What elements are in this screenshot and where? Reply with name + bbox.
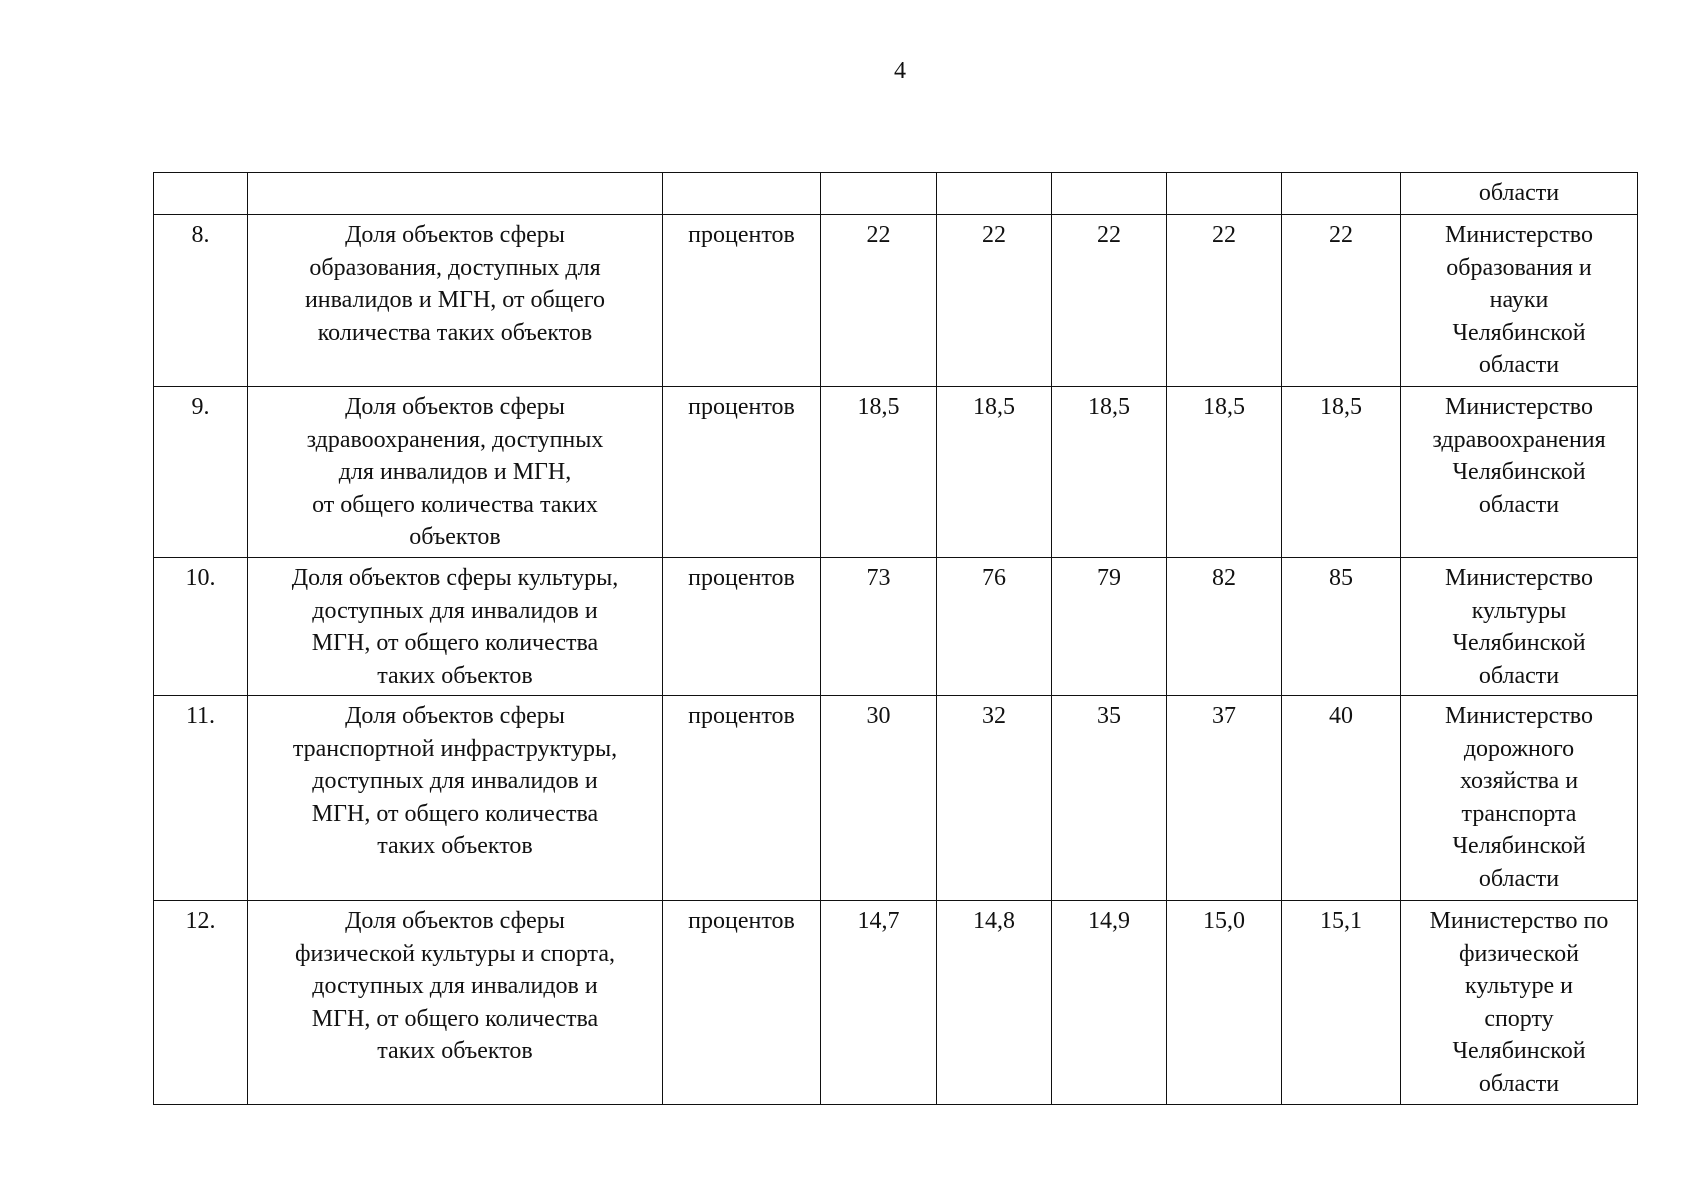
value-cell xyxy=(937,901,1052,1105)
value-4: 22 xyxy=(1212,222,1236,248)
unit: процентов xyxy=(688,565,795,591)
value-cell xyxy=(821,173,937,215)
table-row xyxy=(154,558,1638,696)
organization: Министерство здравоохранения Челябинской области xyxy=(1432,394,1606,518)
value-cell xyxy=(1282,901,1401,1105)
value-cell xyxy=(1052,696,1167,901)
organization-cell xyxy=(1401,215,1638,387)
value-cell xyxy=(821,558,937,696)
value-cell xyxy=(1282,387,1401,558)
value-cell xyxy=(1052,387,1167,558)
table-row xyxy=(154,696,1638,901)
table-row xyxy=(154,173,1638,215)
indicator-name-cell xyxy=(248,173,663,215)
value-2: 18,5 xyxy=(973,394,1015,420)
value-cell xyxy=(1167,696,1282,901)
value-cell xyxy=(937,558,1052,696)
value-cell xyxy=(1167,558,1282,696)
value-1: 22 xyxy=(866,222,891,248)
value-cell xyxy=(821,696,937,901)
value-3: 22 xyxy=(1097,222,1121,248)
row-number-cell xyxy=(154,901,248,1105)
organization-cell xyxy=(1401,696,1638,901)
row-number-cell xyxy=(154,173,248,215)
value-cell xyxy=(1052,901,1167,1105)
unit: процентов xyxy=(688,703,795,729)
unit: процентов xyxy=(688,908,795,934)
unit-cell xyxy=(663,173,821,215)
unit-cell xyxy=(663,215,821,387)
value-2: 32 xyxy=(982,703,1006,729)
value-3: 79 xyxy=(1097,565,1121,591)
row-number-cell xyxy=(154,387,248,558)
value-4: 18,5 xyxy=(1203,394,1245,420)
value-cell xyxy=(1167,215,1282,387)
organization-cell xyxy=(1401,173,1638,215)
value-1: 18,5 xyxy=(857,394,900,420)
indicator-name: Доля объектов сферы транспортной инфраструктуры, доступных для инвалидов и МГН, от общего количества таких объектов xyxy=(292,703,618,860)
value-cell xyxy=(821,901,937,1105)
value-5: 40 xyxy=(1329,703,1353,729)
indicator-name-cell xyxy=(248,696,663,901)
indicator-name-cell xyxy=(248,901,663,1105)
indicator-name-cell xyxy=(248,215,663,387)
value-5: 85 xyxy=(1329,565,1353,591)
value-cell xyxy=(1052,558,1167,696)
value-5: 15,1 xyxy=(1320,908,1362,934)
indicator-name-cell xyxy=(248,387,663,558)
value-cell xyxy=(1282,558,1401,696)
unit: процентов xyxy=(688,222,795,248)
table-row xyxy=(154,215,1638,387)
value-cell xyxy=(1167,901,1282,1105)
row-number: 9. xyxy=(191,394,210,420)
row-number: 8. xyxy=(191,222,210,248)
table-body xyxy=(154,173,1638,1105)
organization-cell xyxy=(1401,387,1638,558)
organization: Министерство дорожного хозяйства и транспорта Челябинской области xyxy=(1445,703,1593,892)
organization: Министерство по физической культуре и спорту Челябинской области xyxy=(1429,908,1609,1097)
value-cell xyxy=(1167,387,1282,558)
value-cell xyxy=(1282,215,1401,387)
unit-cell xyxy=(663,901,821,1105)
indicator-name: Доля объектов сферы культуры, доступных для инвалидов и МГН, от общего количества таких объектов xyxy=(291,565,619,689)
value-2: 14,8 xyxy=(973,908,1015,934)
value-5: 18,5 xyxy=(1320,394,1362,420)
value-cell xyxy=(821,215,937,387)
value-cell xyxy=(821,387,937,558)
value-1: 14,7 xyxy=(857,908,900,934)
value-cell xyxy=(1167,173,1282,215)
unit-cell xyxy=(663,696,821,901)
indicator-name: Доля объектов сферы образования, доступных для инвалидов и МГН, от общего количества таких объектов xyxy=(304,222,606,346)
value-2: 22 xyxy=(982,222,1006,248)
row-number: 12. xyxy=(185,908,216,934)
table-row xyxy=(154,387,1638,558)
value-2: 76 xyxy=(982,565,1006,591)
value-1: 30 xyxy=(866,703,891,729)
value-3: 14,9 xyxy=(1088,908,1130,934)
value-5: 22 xyxy=(1329,222,1353,248)
table-row xyxy=(154,901,1638,1105)
value-4: 82 xyxy=(1212,565,1236,591)
row-number: 10. xyxy=(185,565,216,591)
value-3: 35 xyxy=(1097,703,1121,729)
row-number-cell xyxy=(154,558,248,696)
value-cell xyxy=(1282,173,1401,215)
value-cell xyxy=(937,387,1052,558)
row-number-cell xyxy=(154,215,248,387)
value-4: 15,0 xyxy=(1203,908,1245,934)
value-cell xyxy=(937,215,1052,387)
organization: Министерство культуры Челябинской области xyxy=(1445,565,1593,689)
unit-cell xyxy=(663,387,821,558)
value-1: 73 xyxy=(866,565,891,591)
row-number-cell xyxy=(154,696,248,901)
value-3: 18,5 xyxy=(1088,394,1130,420)
row-number: 11. xyxy=(185,703,216,729)
organization-cell xyxy=(1401,558,1638,696)
organization: области xyxy=(1478,180,1560,206)
indicators-table xyxy=(153,172,1638,1105)
value-cell xyxy=(937,173,1052,215)
unit-cell xyxy=(663,558,821,696)
unit: процентов xyxy=(688,394,795,420)
organization: Министерство образования и науки Челябинской области xyxy=(1445,222,1593,379)
organization-cell xyxy=(1401,901,1638,1105)
value-cell xyxy=(1052,173,1167,215)
page-number: 4 xyxy=(894,58,906,84)
indicator-name-cell xyxy=(248,558,663,696)
value-cell xyxy=(1282,696,1401,901)
value-cell xyxy=(937,696,1052,901)
indicator-name: Доля объектов сферы здравоохранения, доступных для инвалидов и МГН, от общего количества таких объектов xyxy=(306,394,604,551)
value-cell xyxy=(1052,215,1167,387)
value-4: 37 xyxy=(1212,703,1236,729)
indicator-name: Доля объектов сферы физической культуры и спорта, доступных для инвалидов и МГН, от общего количества таких объектов xyxy=(294,908,615,1065)
